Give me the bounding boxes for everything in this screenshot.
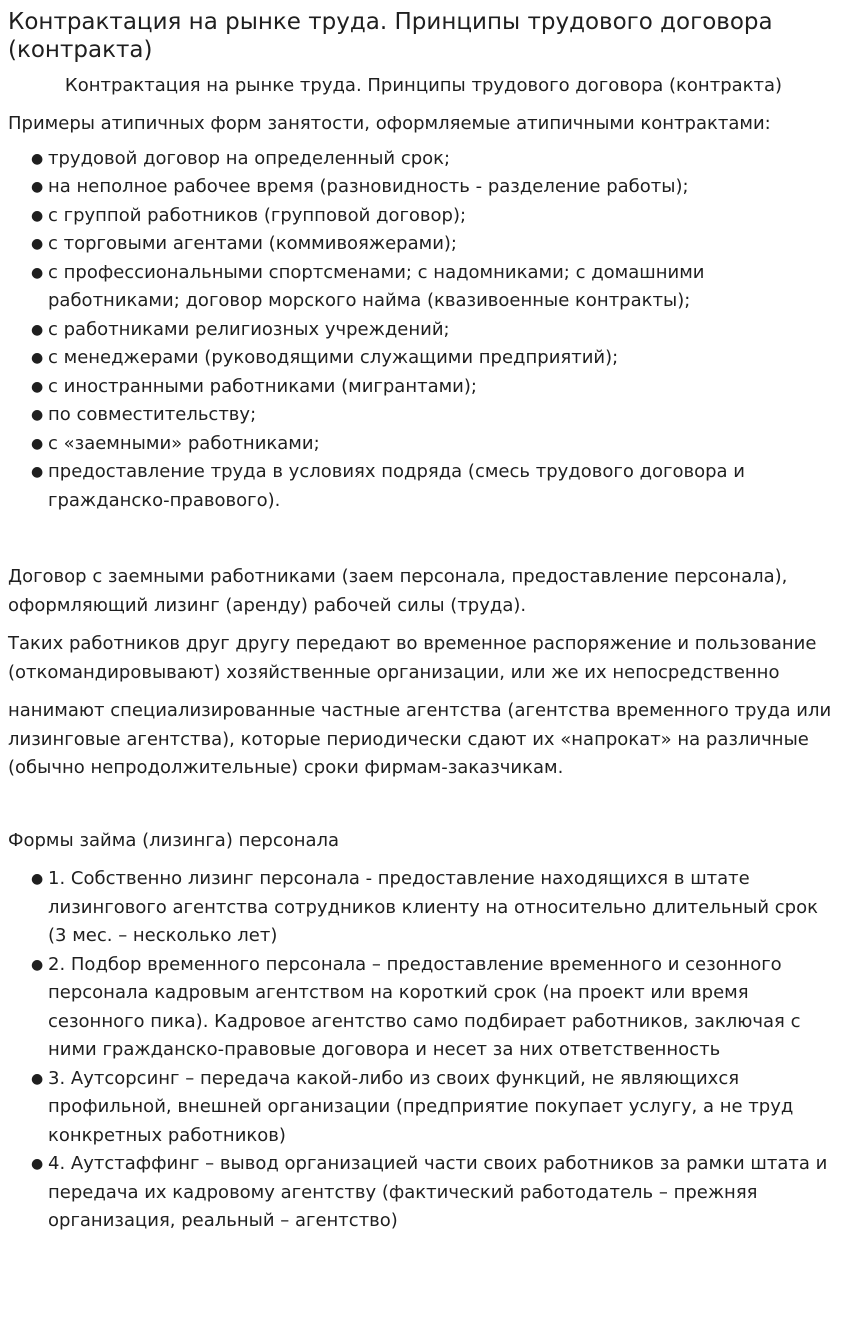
bullet-icon: ●: [31, 236, 44, 252]
list-item: ● на неполное рабочее время (разновидность - разделение работы);: [48, 173, 839, 202]
leasing-paragraph-1: Договор с заемными работниками (заем персонала, предоставление персонала), оформляющий лизинг (аренду) рабочей силы (труда).: [8, 566, 788, 616]
list-item: ● 1. Собственно лизинг персонала - предоставление находящихся в штате лизингового агентства сотрудников клиенту на относительно длительный срок (3 мес. – несколько лет): [48, 865, 839, 951]
list-item: ● с профессиональными спортсменами; с надомниками; с домашними работниками; договор морского найма (квазивоенные контракты);: [48, 259, 839, 316]
page-title: Контрактация на рынке труда. Принципы трудового договора (контракта): [8, 9, 773, 63]
bullet-icon: ●: [31, 1156, 44, 1172]
bullet-icon: ●: [31, 407, 44, 423]
page-subtitle: Контрактация на рынке труда. Принципы трудового договора (контракта): [64, 75, 783, 96]
bullet-icon: ●: [31, 207, 44, 224]
spacer: [8, 793, 839, 827]
bullet-icon: ●: [31, 464, 44, 480]
leasing-paragraph-2: Таких работников друг другу передают во временное распоряжение и пользование (откомандировывают) хозяйственные организации, или же их непосредственно: [8, 633, 817, 683]
list-item: ● с торговыми агентами (коммивояжерами);: [48, 230, 839, 259]
bullet-icon: ●: [31, 150, 44, 167]
list-item: ● по совместительству;: [48, 401, 839, 430]
leasing-paragraph-3: нанимают специализированные частные агентства (агентства временного труда или лизинговые агентства), которые периодически сдают их «напрокат» на различные (обычно непродолжительные) сроки фирмам-заказчикам.: [8, 700, 832, 778]
bullet-icon: ●: [31, 956, 44, 973]
list-item: ● с работниками религиозных учреждений;: [48, 316, 839, 345]
spacer: [8, 515, 839, 563]
atypical-intro: Примеры атипичных форм занятости, оформляемые атипичными контрактами:: [8, 113, 771, 134]
list-item: ● с менеджерами (руководящими служащими предприятий);: [48, 344, 839, 373]
bullet-icon: ●: [31, 321, 44, 338]
bullet-icon: ●: [31, 264, 44, 281]
bullet-icon: ●: [31, 871, 44, 887]
bullet-icon: ●: [31, 435, 44, 452]
forms-list: [8, 865, 839, 1236]
bullet-icon: ●: [31, 1070, 44, 1087]
list-item: ● с иностранными работниками (мигрантами);: [48, 373, 839, 402]
bullet-icon: ●: [31, 179, 44, 195]
list-item: ● трудовой договор на определенный срок;: [48, 145, 839, 174]
list-item: ● с группой работников (групповой договор);: [48, 202, 839, 231]
atypical-list: [8, 145, 839, 516]
list-item: ● с «заемными» работниками;: [48, 430, 839, 459]
bullet-icon: ●: [31, 378, 44, 395]
list-item: ● предоставление труда в условиях подряда (смесь трудового договора и гражданско-правового).: [48, 458, 839, 515]
list-item: ● 4. Аутстаффинг – вывод организацией части своих работников за рамки штата и передача их кадровому агентству (фактический работодатель – прежняя организация, реальный – агентство): [48, 1150, 839, 1236]
list-item: ● 3. Аутсорсинг – передача какой-либо из своих функций, не являющихся профильной, внешней организации (предприятие покупает услугу, а не труд конкретных работников): [48, 1065, 839, 1151]
list-item: ● 2. Подбор временного персонала – предоставление временного и сезонного персонала кадровым агентством на короткий срок (на проект или время сезонного пика). Кадровое агентство само подбирает работников, заключая с ними гражданско-правовые договора и несет за них ответственность: [48, 951, 839, 1065]
bullet-icon: ●: [31, 350, 44, 366]
forms-heading: Формы займа (лизинга) персонала: [8, 829, 340, 851]
